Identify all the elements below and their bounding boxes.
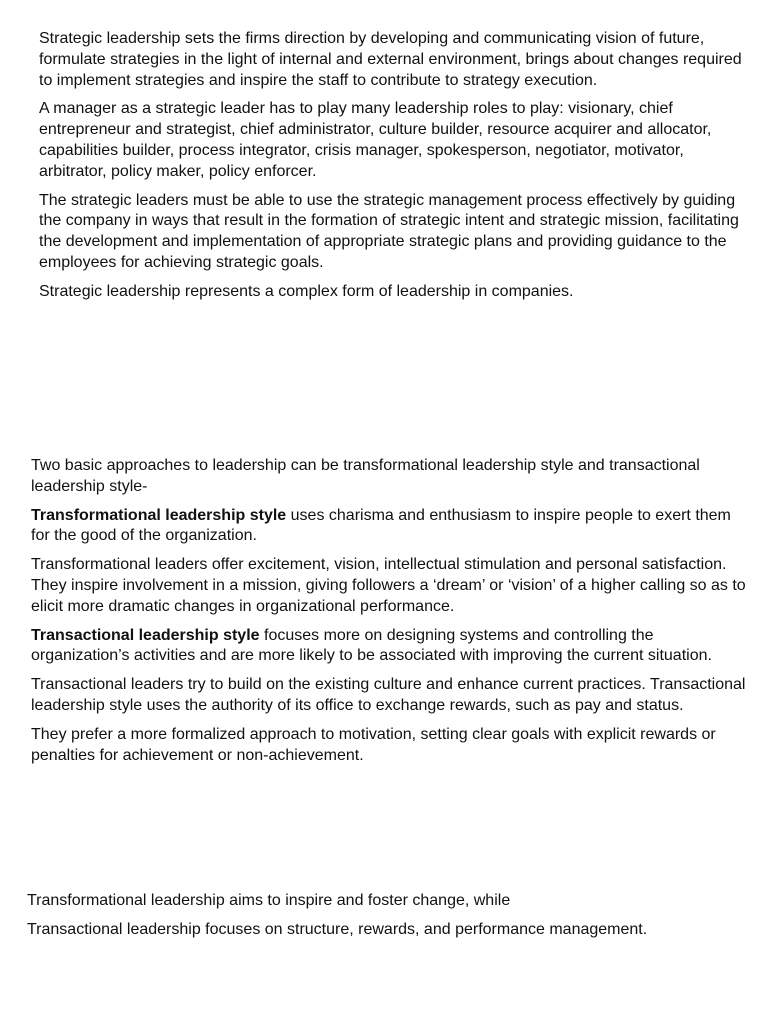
- leadership-styles-section: [31, 456, 751, 766]
- strategic-leadership-paragraph-3: The strategic leaders must be able to use the strategic management process effectively by guiding the company in ways that result in the formation of strategic intent and strategic mission, facilitating the development and implementation of appropriate strategic plans and providing guidance to the employees for achieving strategic goals.: [39, 191, 739, 271]
- summary-line-transformational: Transformational leadership aims to inspire and foster change, while: [27, 892, 511, 909]
- transformational-term: Transformational leadership style: [31, 506, 287, 524]
- transformational-definition: uses charisma and enthusiasm to inspire people to exert them for the good of the organization.: [31, 506, 731, 545]
- strategic-leadership-paragraph-1: Strategic leadership sets the firms direction by developing and communicating vision of future, formulate strategies in the light of internal and external environment, brings about changes required to implement strategies and inspire the staff to contribute to strategy execution.: [39, 30, 742, 89]
- transactional-detail-paragraph: Transactional leaders try to build on the existing culture and enhance current practices. Transactional leadership style uses the authority of its office to exchange rewards, such as pay and status.: [31, 676, 746, 714]
- summary-line-transactional: Transactional leadership focuses on structure, rewards, and performance management.: [27, 920, 648, 938]
- strategic-leadership-paragraph-2: A manager as a strategic leader has to play many leadership roles to play: visionary, chief entrepreneur and strategist, chief administrator, culture builder, resource acquirer and allocator, capabilities builder, process integrator, crisis manager, spokesperson, negotiator, motivator, arbitrator, policy maker, policy enforcer.: [39, 100, 712, 180]
- transactional-definition: focuses more on designing systems and controlling the organization’s activities and are more likely to be associated with improving the current situation.: [31, 626, 712, 665]
- transactional-term: Transactional leadership style: [31, 626, 260, 644]
- transactional-definition-paragraph: [31, 626, 751, 668]
- transformational-definition-paragraph: [31, 506, 751, 548]
- strategic-leadership-paragraph-4: Strategic leadership represents a complex form of leadership in companies.: [39, 282, 574, 300]
- leadership-approaches-intro: Two basic approaches to leadership can be transformational leadership style and transactional leadership style-: [31, 457, 700, 495]
- motivation-paragraph: They prefer a more formalized approach to motivation, setting clear goals with explicit rewards or penalties for achievement or non-achievement.: [31, 725, 716, 764]
- transformational-detail-paragraph: Transformational leaders offer excitement, vision, intellectual stimulation and personal satisfaction. They inspire involvement in a mission, giving followers a ‘dream’ or ‘vision’ of a higher calling so as to elicit more dramatic changes in organizational performance.: [31, 556, 746, 615]
- summary-section: [27, 891, 747, 941]
- strategic-leadership-section: [39, 29, 749, 303]
